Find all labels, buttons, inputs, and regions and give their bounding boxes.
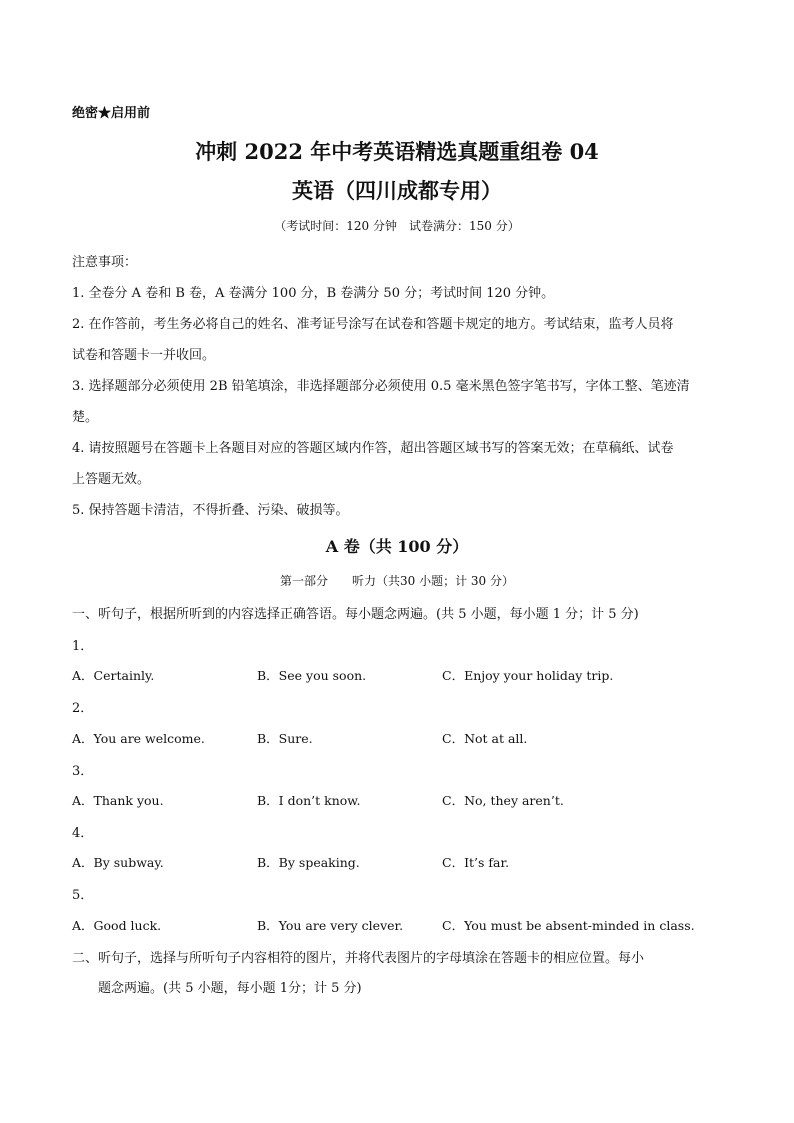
section-title: A 卷（共 100 分） xyxy=(325,537,469,556)
option-c: C．Enjoy your holiday trip. xyxy=(442,668,614,683)
note-line: 4. 请按照题号在答题卡上各题目对应的答题区域内作答，超出答题区域书写的答案无效；在草稿纸、试卷 xyxy=(72,441,674,456)
note-line: 试卷和答题卡一并收回。 xyxy=(72,348,216,363)
option-a: A．You are welcome. xyxy=(72,731,205,746)
option-c: C．Not at all. xyxy=(442,731,528,746)
option-b: B．See you soon. xyxy=(257,668,367,683)
exam-title: 冲刺 2022 年中考英语精选真题重组卷 04 xyxy=(195,139,599,164)
question-instruction: 二、听句子，选择与所听句子内容相符的图片，并将代表图片的字母填涂在答题卡的相应位置。每小 xyxy=(72,951,645,966)
option-c: C．It’s far. xyxy=(442,855,510,870)
option-b: B．I don’t know. xyxy=(257,793,361,808)
question-instruction: 题念两遍。(共 5 小题，每小题 1分；计 5 分) xyxy=(98,981,362,996)
question-number: 5． xyxy=(72,888,94,903)
option-c: C．No, they aren’t. xyxy=(442,793,564,808)
note-line: 2. 在作答前，考生务必将自己的姓名、准考证号涂写在试卷和答题卡规定的地方。考试结束，监考人员将 xyxy=(72,317,674,332)
exam-time: （考试时间：120 分钟 试卷满分：150 分） xyxy=(274,219,520,233)
note-line: 楚。 xyxy=(72,410,99,425)
option-b: B．By speaking. xyxy=(257,855,360,870)
secret-label: 绝密★启用前 xyxy=(72,106,151,121)
question-instruction: 一、听句子，根据所听到的内容选择正确答语。每小题念两遍。(共 5 小题，每小题 1 分；计 5 分) xyxy=(72,607,639,622)
option-a: A．Certainly. xyxy=(72,668,155,683)
question-number: 1． xyxy=(72,639,94,654)
question-number: 4． xyxy=(72,826,94,841)
question-number: 3． xyxy=(72,764,94,779)
option-b: B．Sure. xyxy=(257,731,313,746)
note-line: 1. 全卷分 A 卷和 B 卷，A 卷满分 100 分，B 卷满分 50 分；考试时间 120 分钟。 xyxy=(72,286,555,301)
exam-subtitle: 英语（四川成都专用） xyxy=(292,178,502,203)
option-a: A．Thank you. xyxy=(72,793,164,808)
note-line: 3. 选择题部分必须使用 2B 铅笔填涂，非选择题部分必须使用 0.5 毫米黑色签字笔书写，字体工整、笔迹清 xyxy=(72,379,690,394)
option-b: B．You are very clever. xyxy=(257,918,404,933)
part-heading: 第一部分 听力（共30 小题；计 30 分） xyxy=(280,574,514,588)
note-line: 5. 保持答题卡清洁，不得折叠、污染、破损等。 xyxy=(72,503,349,518)
notes-heading: 注意事项： xyxy=(72,255,138,270)
option-a: A．Good luck. xyxy=(72,918,162,933)
question-number: 2． xyxy=(72,701,94,716)
option-c: C．You must be absent-minded in class. xyxy=(442,918,695,933)
note-line: 上答题无效。 xyxy=(72,472,151,487)
option-a: A．By subway. xyxy=(72,855,164,870)
